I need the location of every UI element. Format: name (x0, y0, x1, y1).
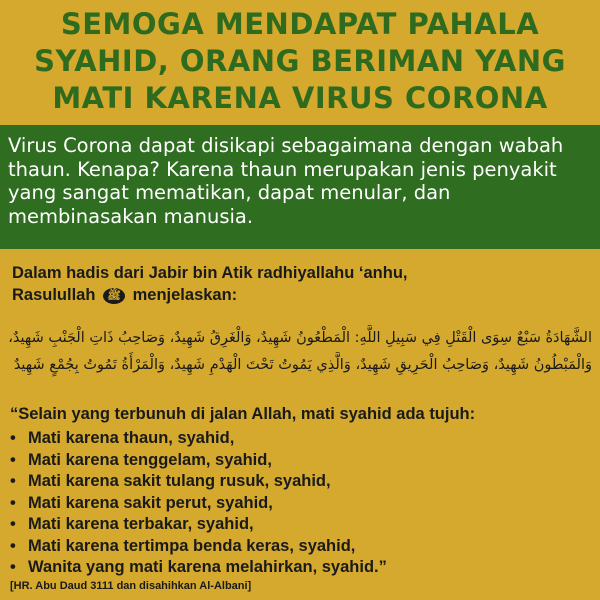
bullet-icon: • (10, 515, 16, 533)
bullet-icon: • (10, 429, 16, 447)
list-item (10, 557, 595, 579)
intro-line-1: Dalam hadis dari Jabir bin Atik radhiyallahu ‘anhu, (12, 264, 408, 282)
list-item-text: Mati karena sakit tulang rusuk, syahid, (28, 472, 331, 490)
bullet-icon: • (10, 536, 16, 555)
intro-line-2 (12, 284, 592, 306)
list-item (10, 450, 595, 472)
list-item (10, 536, 595, 558)
arabic-line-1: الشَّهَادَةُ سَبْعٌ سِوَى الْقَتْلِ فِي سَبِيلِ اللَّهِ: الْمَطْعُونُ شَهِيدٌ، وَالْغَرِقُ شَهِيدٌ، وَصَاحِبُ ذَاتِ الْجَنْبِ شَهِيدٌ، (8, 330, 592, 346)
highlight-box (0, 125, 600, 249)
list-item-text: Mati karena tenggelam, syahid, (28, 450, 272, 469)
bullet-icon: • (10, 558, 16, 576)
list-item-text: Mati karena sakit perut, syahid, (28, 493, 273, 512)
list-item (10, 514, 595, 536)
list-item (10, 493, 595, 515)
list-item (10, 428, 595, 450)
highlight-text: Virus Corona dapat disikapi sebagaimana dengan wabah thaun. Kenapa? Karena thaun merupakan jenis penyakit yang sangat mematikan, dapat menular, dan membinasakan manusia. (8, 134, 564, 228)
quote-heading: “Selain yang terbunuh di jalan Allah, mati syahid ada tujuh: (10, 405, 476, 423)
hadith-intro (12, 262, 592, 306)
bullet-icon: • (10, 493, 16, 512)
list-item-text: Mati karena terbakar, syahid, (28, 515, 254, 533)
intro-menjelaskan: menjelaskan: (132, 286, 238, 304)
arabic-hadith (8, 325, 592, 379)
list-item-text: Wanita yang mati karena melahirkan, syahid.” (28, 558, 387, 576)
arabic-line-2: وَالْمَبْطُونُ شَهِيدٌ، وَصَاحِبُ الْحَرِيقِ شَهِيدٌ، وَالَّذِي يَمُوتُ تَحْتَ الْهَدْمِ شَهِيدٌ، وَالْمَرْأَةُ تَمُوتُ بِجُمْعٍ شَهِيدٌ (13, 357, 592, 373)
syahid-list (10, 428, 595, 579)
list-item-text: Mati karena thaun, syahid, (28, 429, 235, 447)
title-line-3: MATI KARENA VIRUS CORONA (52, 81, 548, 115)
intro-rasulullah: Rasulullah (12, 286, 96, 304)
list-item (10, 471, 595, 493)
bullet-icon: • (10, 450, 16, 469)
list-item-text: Mati karena tertimpa benda keras, syahid, (28, 536, 356, 555)
title-line-1: SEMOGA MENDAPAT PAHALA (60, 7, 540, 41)
bullet-icon: • (10, 472, 16, 490)
hadith-source: [HR. Abu Daud 3111 dan disahihkan Al-Albani] (10, 580, 252, 592)
title-line-2: SYAHID, ORANG BERIMAN YANG (34, 44, 566, 78)
pbuh-icon: ﷺ (103, 288, 125, 304)
page-title (0, 6, 600, 117)
